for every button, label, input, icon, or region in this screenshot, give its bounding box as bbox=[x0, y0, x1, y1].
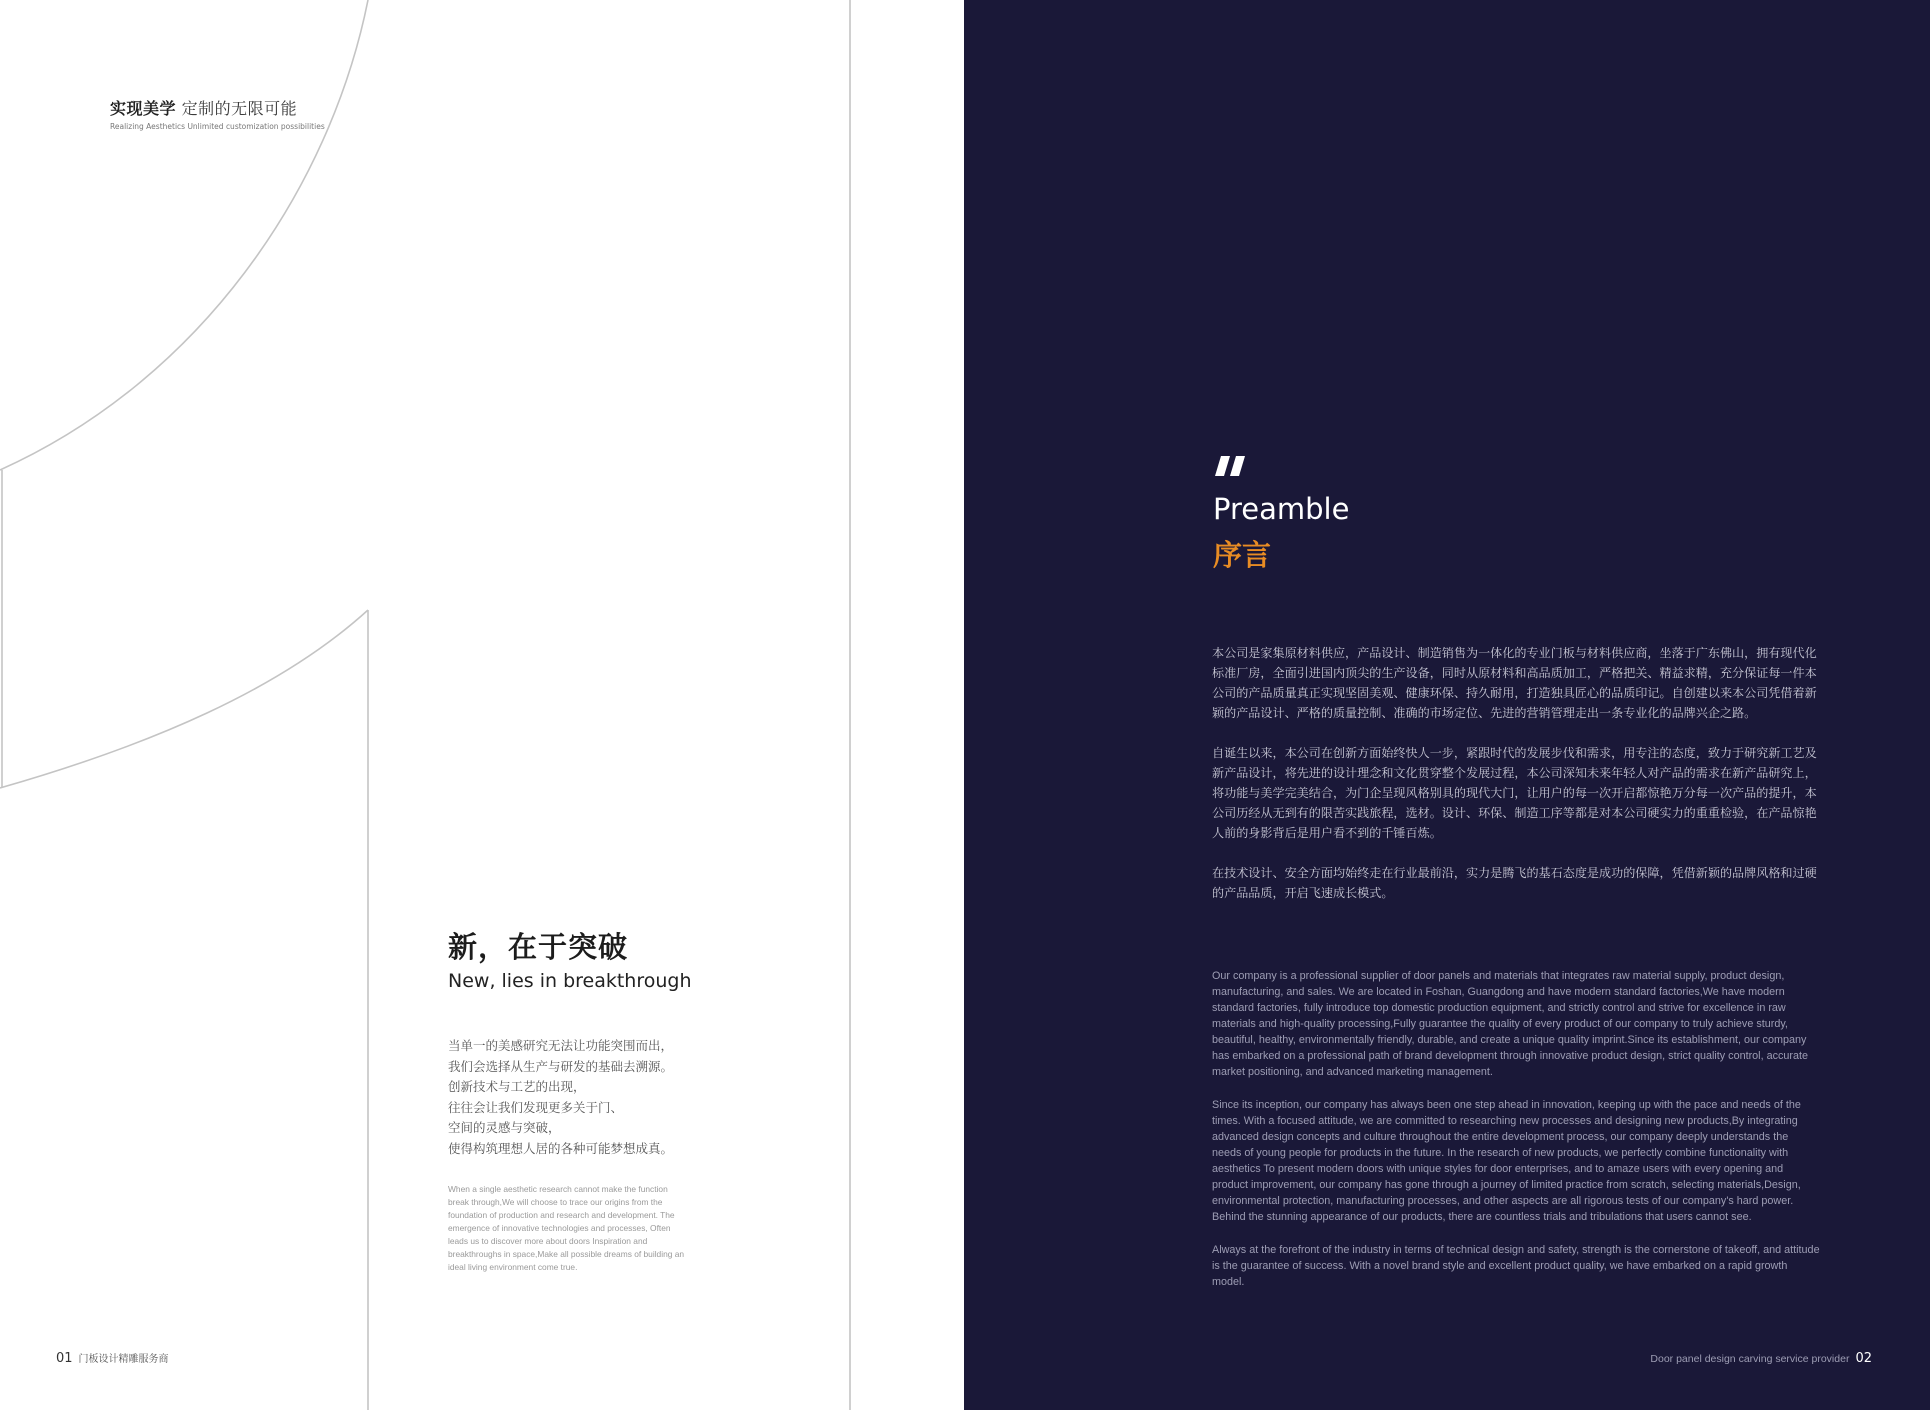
page-number: 02 bbox=[1855, 1351, 1872, 1366]
footer-text: 门板设计精雕服务商 bbox=[78, 1354, 169, 1365]
poem-line: 我们会选择从生产与研发的基础去溯源。 bbox=[448, 1058, 674, 1074]
headline-cn: 新，在于突破 bbox=[448, 930, 629, 964]
header-title-rest: 定制的无限可能 bbox=[176, 99, 298, 118]
poem-en: When a single aesthetic research cannot make the function break through,We will choose to trace our origins from the foundation of production and research and development. The emergence of innovative technologies and processes, Often leads us to discover more about doors Inspiration and breakthroughs in space,Make all possible dreams of building an ideal living environment come true. bbox=[448, 1184, 685, 1272]
double-quote-icon bbox=[1215, 456, 1249, 482]
poem-line: 创新技术与工艺的出现， bbox=[448, 1079, 586, 1095]
header-subtitle: Realizing Aesthetics Unlimited customization possibilities bbox=[110, 122, 325, 131]
page-number: 01 bbox=[56, 1351, 73, 1366]
body-en bbox=[1212, 968, 1820, 1307]
footer-text: Door panel design carving service provider bbox=[1650, 1353, 1850, 1365]
body-en-paragraph: Always at the forefront of the industry in terms of technical design and safety, strength is the cornerstone of takeoff, and attitude is the guarantee of success. With a novel brand style and excellent product quality, we have embarked on a rapid growth model. bbox=[1212, 1244, 1820, 1288]
body-en-paragraph: Since its inception, our company has always been one step ahead in innovation, keeping up with the pace and needs of the times. With a focused attitude, we are committed to researching new processes and designing new products,By integrating advanced design concepts and culture throughout the entire development process, our company deeply understands the needs of young people for products in the future. In the research of new products, we perfectly combine functionality with aesthetics To present modern doors with unique styles for door enterprises, and to amaze users with every opening and product improvement, our company has gone through a journey of limited practice from scratch, selecting materials,Design, environmental protection, manufacturing processes, and other aspects are all rigorous tests of our company's hard power. Behind the stunning appearance of our products, there are countless trials and tribulations that users cannot see. bbox=[1212, 1099, 1801, 1223]
poem-line: 往往会让我们发现更多关于门、 bbox=[448, 1099, 624, 1115]
body-cn-paragraph: 本公司是家集原材料供应，产品设计、制造销售为一体化的专业门板与材料供应商，坐落于广东佛山，拥有现代化标准厂房，全面引进国内顶尖的生产设备，同时从原材料和高品质加工，严格把关、精益求精，充分保证每一件本公司的产品质量真正实现坚固美观、健康环保、持久耐用，打造独具匠心的品质印记。自创建以来本公司凭借着新颖的产品设计、严格的质量控制、准确的市场定位、先进的营销管理走出一条专业化的品牌兴企之路。 bbox=[1212, 646, 1817, 720]
poem-line: 使得构筑理想人居的各种可能梦想成真。 bbox=[448, 1140, 674, 1156]
footer-left bbox=[56, 1347, 169, 1366]
headline-en: New, lies in breakthrough bbox=[448, 970, 692, 992]
preamble-title-cn: 序言 bbox=[1213, 538, 1272, 572]
body-cn-paragraph: 自诞生以来，本公司在创新方面始终快人一步，紧跟时代的发展步伐和需求，用专注的态度，致力于研究新工艺及新产品设计，将先进的设计理念和文化贯穿整个发展过程，本公司深知未来年轻人对产品的需求在新产品研究上，将功能与美学完美结合，为门企呈现风格别具的现代大门，让用户的每一次开启都惊艳万分每一次产品的提升，本公司历经从无到有的限苦实践旅程，选材。设计、环保、制造工序等都是对本公司硬实力的重重检验，在产品惊艳人前的身影背后是用户看不到的千锤百炼。 bbox=[1212, 746, 1817, 840]
poem-line: 空间的灵感与突破， bbox=[448, 1120, 561, 1136]
left-page bbox=[0, 0, 964, 1410]
header-block bbox=[110, 96, 325, 131]
header-title-bold: 实现美学 bbox=[110, 99, 177, 118]
body-cn-paragraph: 在技术设计、安全方面均始终走在行业最前沿，实力是腾飞的基石态度是成功的保障，凭借新颖的品牌风格和过硬的产品品质，开启飞速成长模式。 bbox=[1212, 866, 1817, 900]
poem-line: 当单一的美感研究无法让功能突围而出， bbox=[448, 1038, 674, 1053]
body-en-paragraph: Our company is a professional supplier of door panels and materials that integrates raw material supply, product design, manufacturing, and sales. We are located in Foshan, Guangdong and have modern standard factories,We have modern standard factories, fully introduce top domestic production equipment, and strictly control and strive for excellence in raw materials and high-quality processing,Fully guarantee the quality of every product of our company to truly achieve sturdy, beautiful, healthy, environmentally friendly, durable, and create a unique quality imprint.Since its establishment, our company has embarked on a professional path of brand development through innovative product design, strict quality control, accurate market positioning, and advanced marketing management. bbox=[1212, 970, 1808, 1078]
header-title bbox=[110, 96, 325, 119]
footer-right bbox=[1650, 1347, 1872, 1366]
preamble-title: Preamble bbox=[1213, 492, 1350, 526]
poem-cn bbox=[448, 1036, 708, 1160]
headline-block bbox=[448, 925, 708, 992]
body-cn bbox=[1212, 643, 1822, 923]
